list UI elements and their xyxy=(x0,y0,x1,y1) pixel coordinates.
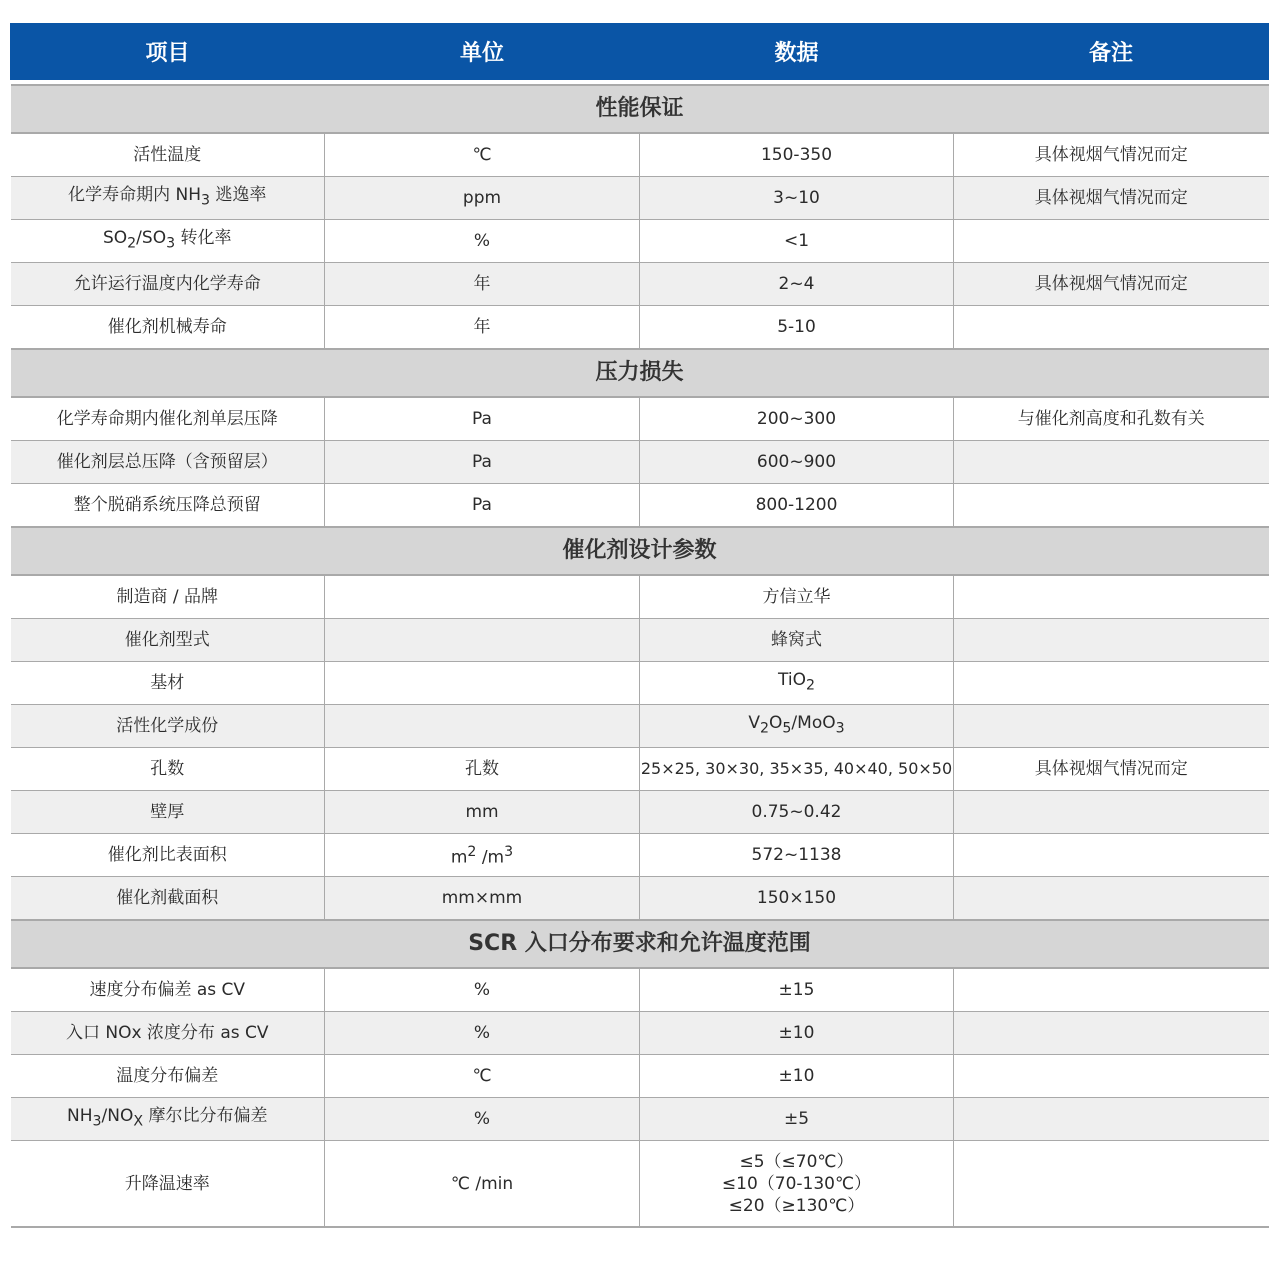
cell-unit: Pa xyxy=(325,397,640,441)
cell-item: 化学寿命期内催化剂单层压降 xyxy=(11,397,325,441)
cell-item: 活性温度 xyxy=(11,133,325,177)
cell-data: 800-1200 xyxy=(640,484,954,528)
table-row xyxy=(11,1141,1269,1228)
cell-item: 催化剂层总压降（含预留层） xyxy=(11,441,325,484)
cell-note: 与催化剂高度和孔数有关 xyxy=(954,397,1269,441)
spec-table xyxy=(10,23,1269,1228)
cell-note xyxy=(954,220,1269,263)
cell-unit: % xyxy=(325,968,640,1012)
cell-item: 升降温速率 xyxy=(11,1141,325,1228)
section-title: 性能保证 xyxy=(11,85,1269,133)
cell-item: 入口 NOx 浓度分布 as CV xyxy=(11,1012,325,1055)
section-title: 压力损失 xyxy=(11,349,1269,397)
cell-unit: $m^2$ $/m^3$ xyxy=(325,834,640,877)
cell-data: 25×25, 30×30, 35×35, 40×40, 50×50 xyxy=(640,748,954,791)
cell-unit: ℃ /min xyxy=(325,1141,640,1228)
cell-data: 3~10 xyxy=(640,177,954,220)
table-row xyxy=(11,1012,1269,1055)
section-title: SCR 入口分布要求和允许温度范围 xyxy=(11,920,1269,968)
table-row xyxy=(11,397,1269,441)
cell-data: 0.75~0.42 xyxy=(640,791,954,834)
cell-unit: 年 xyxy=(325,306,640,350)
cell-data: TiO$_2$ xyxy=(640,662,954,705)
cell-item: 制造商 / 品牌 xyxy=(11,575,325,619)
table-row xyxy=(11,1055,1269,1098)
cell-unit: mm xyxy=(325,791,640,834)
cell-item: 基材 xyxy=(11,662,325,705)
cell-unit: mm×mm xyxy=(325,877,640,921)
cell-unit: % xyxy=(325,220,640,263)
cell-data: ±10 xyxy=(640,1055,954,1098)
cell-note xyxy=(954,306,1269,350)
table-row xyxy=(11,968,1269,1012)
cell-item: $SO_2/SO_3$ 转化率 xyxy=(11,220,325,263)
cell-note: 具体视烟气情况而定 xyxy=(954,177,1269,220)
cell-data: 2~4 xyxy=(640,263,954,306)
table-row xyxy=(11,220,1269,263)
header-note: 备注 xyxy=(954,23,1269,80)
cell-data: 150-350 xyxy=(640,133,954,177)
table-row xyxy=(11,306,1269,350)
cell-note xyxy=(954,791,1269,834)
cell-item: 催化剂机械寿命 xyxy=(11,306,325,350)
cell-note xyxy=(954,1055,1269,1098)
cell-item: 壁厚 xyxy=(11,791,325,834)
cell-item: 温度分布偏差 xyxy=(11,1055,325,1098)
cell-data: 600~900 xyxy=(640,441,954,484)
cell-unit: % xyxy=(325,1098,640,1141)
section-performance xyxy=(11,85,1269,133)
cell-note xyxy=(954,1012,1269,1055)
cell-note xyxy=(954,575,1269,619)
cell-data: 方信立华 xyxy=(640,575,954,619)
cell-item: $NH_3/NO_X$ 摩尔比分布偏差 xyxy=(11,1098,325,1141)
cell-note xyxy=(954,968,1269,1012)
header-unit: 单位 xyxy=(325,23,640,80)
table-row xyxy=(11,177,1269,220)
cell-data: 蜂窝式 xyxy=(640,619,954,662)
table-row xyxy=(11,662,1269,705)
section-scr-inlet xyxy=(11,920,1269,968)
table-row xyxy=(11,877,1269,921)
cell-unit xyxy=(325,662,640,705)
cell-note xyxy=(954,877,1269,921)
section-catalyst-design xyxy=(11,527,1269,575)
cell-data: <1 xyxy=(640,220,954,263)
cell-note: 具体视烟气情况而定 xyxy=(954,748,1269,791)
table-row xyxy=(11,263,1269,306)
header-row xyxy=(11,23,1269,80)
cell-note xyxy=(954,619,1269,662)
table-row xyxy=(11,791,1269,834)
cell-data: 5-10 xyxy=(640,306,954,350)
cell-data: $V_2O_5/MoO_3$ xyxy=(640,705,954,748)
cell-unit xyxy=(325,705,640,748)
cell-note: 具体视烟气情况而定 xyxy=(954,133,1269,177)
cell-data: ±10 xyxy=(640,1012,954,1055)
cell-data: ±15 xyxy=(640,968,954,1012)
data-line: ≤10（70-130℃） xyxy=(721,1173,872,1194)
cell-item: 孔数 xyxy=(11,748,325,791)
cell-data: ±5 xyxy=(640,1098,954,1141)
cell-note xyxy=(954,1098,1269,1141)
data-line: ≤5（≤70℃） xyxy=(739,1151,854,1172)
table-row xyxy=(11,133,1269,177)
table-row xyxy=(11,619,1269,662)
cell-data: 572~1138 xyxy=(640,834,954,877)
cell-note xyxy=(954,834,1269,877)
cell-unit: 年 xyxy=(325,263,640,306)
cell-item: 整个脱硝系统压降总预留 xyxy=(11,484,325,528)
table-row xyxy=(11,484,1269,528)
table-row xyxy=(11,441,1269,484)
cell-item: 催化剂截面积 xyxy=(11,877,325,921)
cell-note: 具体视烟气情况而定 xyxy=(954,263,1269,306)
cell-unit: ppm xyxy=(325,177,640,220)
data-line: ≤20（≥130℃） xyxy=(728,1195,865,1216)
header-data: 数据 xyxy=(640,23,954,80)
cell-item: 允许运行温度内化学寿命 xyxy=(11,263,325,306)
cell-unit: Pa xyxy=(325,484,640,528)
cell-unit xyxy=(325,575,640,619)
table-row xyxy=(11,575,1269,619)
cell-unit: Pa xyxy=(325,441,640,484)
cell-data: 150×150 xyxy=(640,877,954,921)
cell-item: 催化剂比表面积 xyxy=(11,834,325,877)
cell-item: 活性化学成份 xyxy=(11,705,325,748)
cell-item: 催化剂型式 xyxy=(11,619,325,662)
cell-unit: ℃ xyxy=(325,1055,640,1098)
cell-item: 速度分布偏差 as CV xyxy=(11,968,325,1012)
table-row xyxy=(11,834,1269,877)
cell-data: 200~300 xyxy=(640,397,954,441)
cell-unit: % xyxy=(325,1012,640,1055)
cell-note xyxy=(954,705,1269,748)
cell-note xyxy=(954,441,1269,484)
cell-data xyxy=(640,1141,954,1228)
table-row xyxy=(11,1098,1269,1141)
table-row xyxy=(11,748,1269,791)
cell-unit: ℃ xyxy=(325,133,640,177)
section-pressure-loss xyxy=(11,349,1269,397)
cell-item: 化学寿命期内 $NH_3$ 逃逸率 xyxy=(11,177,325,220)
cell-unit: 孔数 xyxy=(325,748,640,791)
table-row xyxy=(11,705,1269,748)
cell-note xyxy=(954,1141,1269,1228)
cell-unit xyxy=(325,619,640,662)
cell-note xyxy=(954,484,1269,528)
header-item: 项目 xyxy=(11,23,325,80)
section-title: 催化剂设计参数 xyxy=(11,527,1269,575)
cell-note xyxy=(954,662,1269,705)
